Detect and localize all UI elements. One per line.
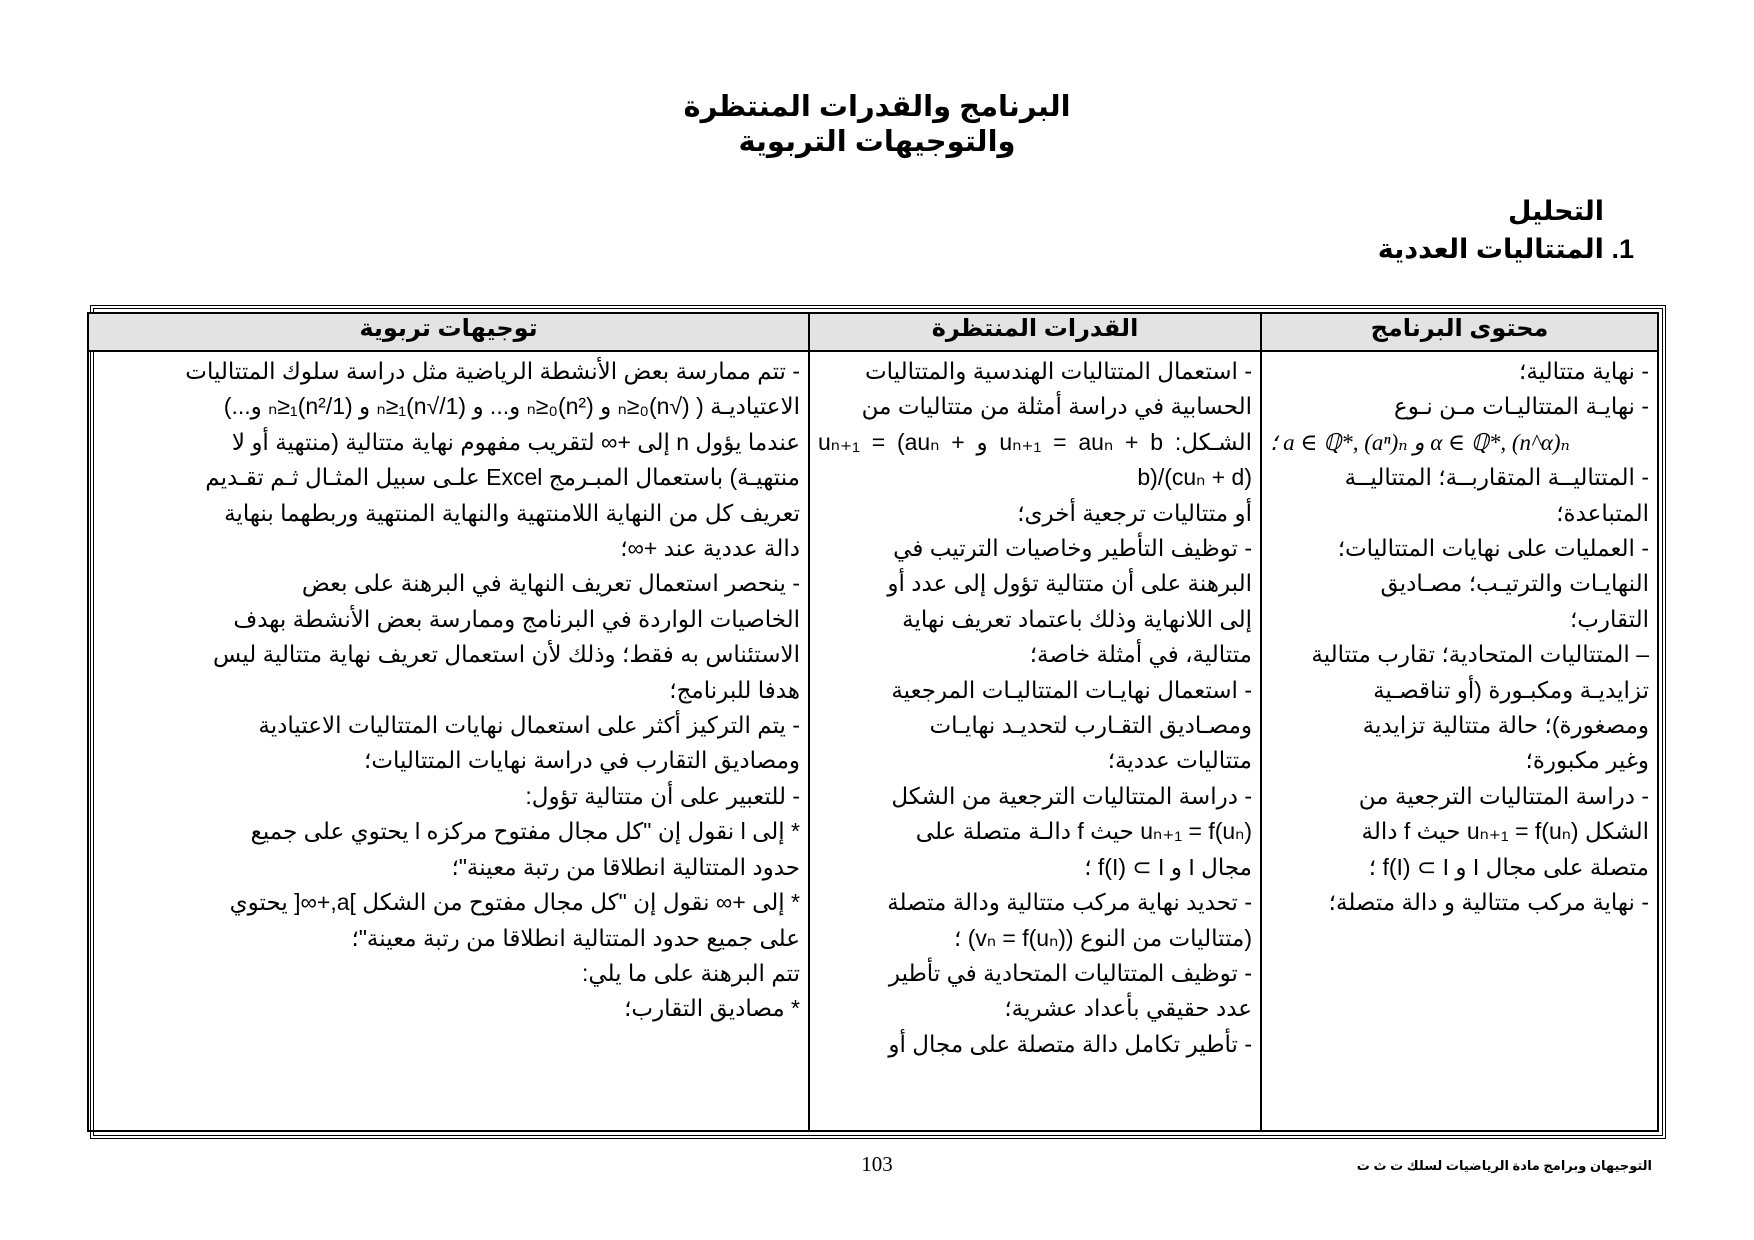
guidance-line: منتهيـة) باستعمال المبـرمج Excel علـى سبيل المثـال ثـم تقـديم — [205, 464, 800, 491]
content-line: ؛ a ∈ ℚ*, (aⁿ)ₙ و α ∈ ℚ*, (n^α)ₙ — [1270, 429, 1570, 455]
content-line: التقارب؛ — [1569, 605, 1649, 632]
content-line: - دراسة المتتاليات الترجعية من — [1358, 782, 1649, 809]
content-line: - نهايـة المتتاليـات مـن نـوع — [1394, 393, 1649, 420]
skills-line: - توظيف المتتاليات المتحادية في تأطير — [888, 959, 1252, 986]
guidance-line: * مصاديق التقارب؛ — [624, 995, 800, 1022]
skills-line: ومصـاديق التقـارب لتحديـد نهايـات — [929, 712, 1252, 739]
expected-skills-cell — [809, 351, 1261, 1131]
table-header-row — [88, 313, 1658, 351]
skills-line: - توظيف التأطير وخاصيات الترتيب في — [893, 535, 1252, 562]
skills-line: الحسابية في دراسة أمثلة من متتاليات من — [861, 393, 1252, 420]
table-row — [88, 351, 1658, 1131]
content-line: الشكل uₙ₊₁ = f(uₙ) حيث f دالة — [1361, 818, 1649, 845]
guidance-line: تعريف كل من النهاية اللامنتهية والنهاية المنتهية وربطهما بنهاية — [224, 499, 800, 526]
page-number: 103 — [861, 1152, 893, 1176]
section-title-row — [1134, 230, 1634, 268]
page-title-line-1: البرنامج والقدرات المنتظرة — [683, 91, 1071, 123]
guidance-line: - تتم ممارسة بعض الأنشطة الرياضية مثل دراسة سلوك المتتاليات — [185, 358, 800, 384]
skills-line: (متتاليات من النوع (vₙ = f(uₙ)) ؛ — [954, 924, 1252, 951]
content-line: ومصغورة)؛ حالة متتالية تزايدية — [1362, 712, 1649, 739]
guidance-line: الاستئناس به فقط؛ وذلك لأن استعمال تعريف نهاية متتالية ليس — [212, 641, 800, 668]
content-line: وغير مكبورة؛ — [1525, 747, 1649, 774]
header-expected-skills: القدرات المنتظرة — [809, 313, 1261, 351]
content-line: متصلة على مجال I و f(I) ⊂ I ؛ — [1368, 853, 1649, 880]
guidance-line: تتم البرهنة على ما يلي: — [581, 959, 800, 986]
footer-note: التوجيهان وبرامج مادة الرياضيات لسلك ت ث ت — [1356, 1158, 1652, 1173]
guidance-line: * إلى +∞ نقول إن "كل مجال مفتوح من الشكل ]a,+∞[ يحتوي — [229, 889, 800, 916]
skills-line: مجال I و f(I) ⊂ I ؛ — [1084, 853, 1252, 880]
guidance-line: دالة عددية عند +∞؛ — [620, 535, 800, 562]
skills-line: عدد حقيقي بأعداد عشرية؛ — [1004, 995, 1252, 1022]
skills-line: الشـكل: uₙ₊₁ = auₙ + b و uₙ₊₁ = (auₙ + b)/(cuₙ + d) — [818, 428, 1252, 491]
section-title: المتتاليات العددية — [1377, 234, 1604, 264]
pedagogical-guidance-cell — [88, 351, 809, 1131]
page-title-line-2: والتوجيهات التربوية — [738, 126, 1016, 158]
guidance-line: هدفا للبرنامج؛ — [669, 676, 800, 703]
section-heading — [1134, 192, 1634, 268]
header-pedagogical-guidance: توجيهات تربوية — [88, 313, 809, 351]
program-content-cell — [1261, 351, 1658, 1131]
program-table-frame — [90, 305, 1666, 1139]
guidance-line: حدود المتتالية انطلاقا من رتبة معينة"؛ — [451, 853, 800, 880]
section-number: 1. — [1611, 234, 1634, 264]
guidance-line: الاعتياديـة ( (√n)ₙ≥₀ و (n²)ₙ≥₀ و... و (1/√n)ₙ≥₁ و (1/n²)ₙ≥₁ و...) — [223, 393, 800, 420]
guidance-line: * إلى l نقول إن "كل مجال مفتوح مركزه l يحتوي على جميع — [250, 818, 800, 845]
skills-line: - تأطير تكامل دالة متصلة على مجال أو — [888, 1030, 1252, 1057]
guidance-line: على جميع حدود المتتالية انطلاقا من رتبة معينة"؛ — [351, 924, 800, 951]
content-line: النهايـات والترتيـب؛ مصـاديق — [1380, 570, 1649, 597]
guidance-line: الخاصيات الواردة في البرنامج وممارسة بعض الأنشطة بهدف — [233, 605, 800, 632]
skills-line: - تحديد نهاية مركب متتالية ودالة متصلة — [887, 889, 1252, 916]
content-line: - المتتاليــة المتقاربــة؛ المتتاليــة — [1344, 464, 1649, 491]
skills-line: - دراسة المتتاليات الترجعية من الشكل — [891, 782, 1252, 809]
content-line: – المتتاليات المتحادية؛ تقارب متتالية — [1311, 641, 1649, 668]
guidance-line: عندما يؤول n إلى +∞ لتقريب مفهوم نهاية متتالية (منتهية أو لا — [231, 428, 800, 455]
content-line: المتباعدة؛ — [1556, 499, 1649, 526]
guidance-line: - يتم التركيز أكثر على استعمال نهايات المتتاليات الاعتيادية — [258, 712, 800, 739]
guidance-line: ومصاديق التقارب في دراسة نهايات المتتاليات؛ — [364, 747, 800, 774]
guidance-line: - ينحصر استعمال تعريف النهاية في البرهنة على بعض — [301, 570, 800, 597]
program-table — [87, 312, 1659, 1132]
guidance-line: - للتعبير على أن متتالية تؤول: — [525, 782, 800, 809]
content-line: - العمليات على نهايات المتتاليات؛ — [1337, 535, 1649, 562]
content-line: تزايديـة ومكبـورة (أو تناقصـية — [1373, 676, 1649, 703]
skills-line: uₙ₊₁ = f(uₙ) حيث f دالـة متصلة على — [915, 818, 1252, 845]
header-program-content: محتوى البرنامج — [1261, 313, 1658, 351]
skills-line: متتاليات عددية؛ — [1107, 747, 1252, 774]
section-label: التحليل — [1507, 196, 1604, 226]
skills-line: أو متتاليات ترجعية أخرى؛ — [1017, 499, 1252, 526]
content-line: - نهاية متتالية؛ — [1519, 358, 1649, 384]
skills-line: متتالية، في أمثلة خاصة؛ — [1029, 641, 1252, 668]
skills-line: البرهنة على أن متتالية تؤول إلى عدد أو — [887, 570, 1252, 597]
content-line: - نهاية مركب متتالية و دالة متصلة؛ — [1328, 889, 1649, 916]
skills-line: إلى اللانهاية وذلك باعتماد تعريف نهاية — [902, 605, 1252, 632]
skills-line: - استعمال نهايـات المتتاليـات المرجعية — [891, 676, 1252, 703]
skills-line: - استعمال المتتاليات الهندسية والمتتاليات — [865, 358, 1252, 384]
page-title-block — [0, 90, 1754, 160]
